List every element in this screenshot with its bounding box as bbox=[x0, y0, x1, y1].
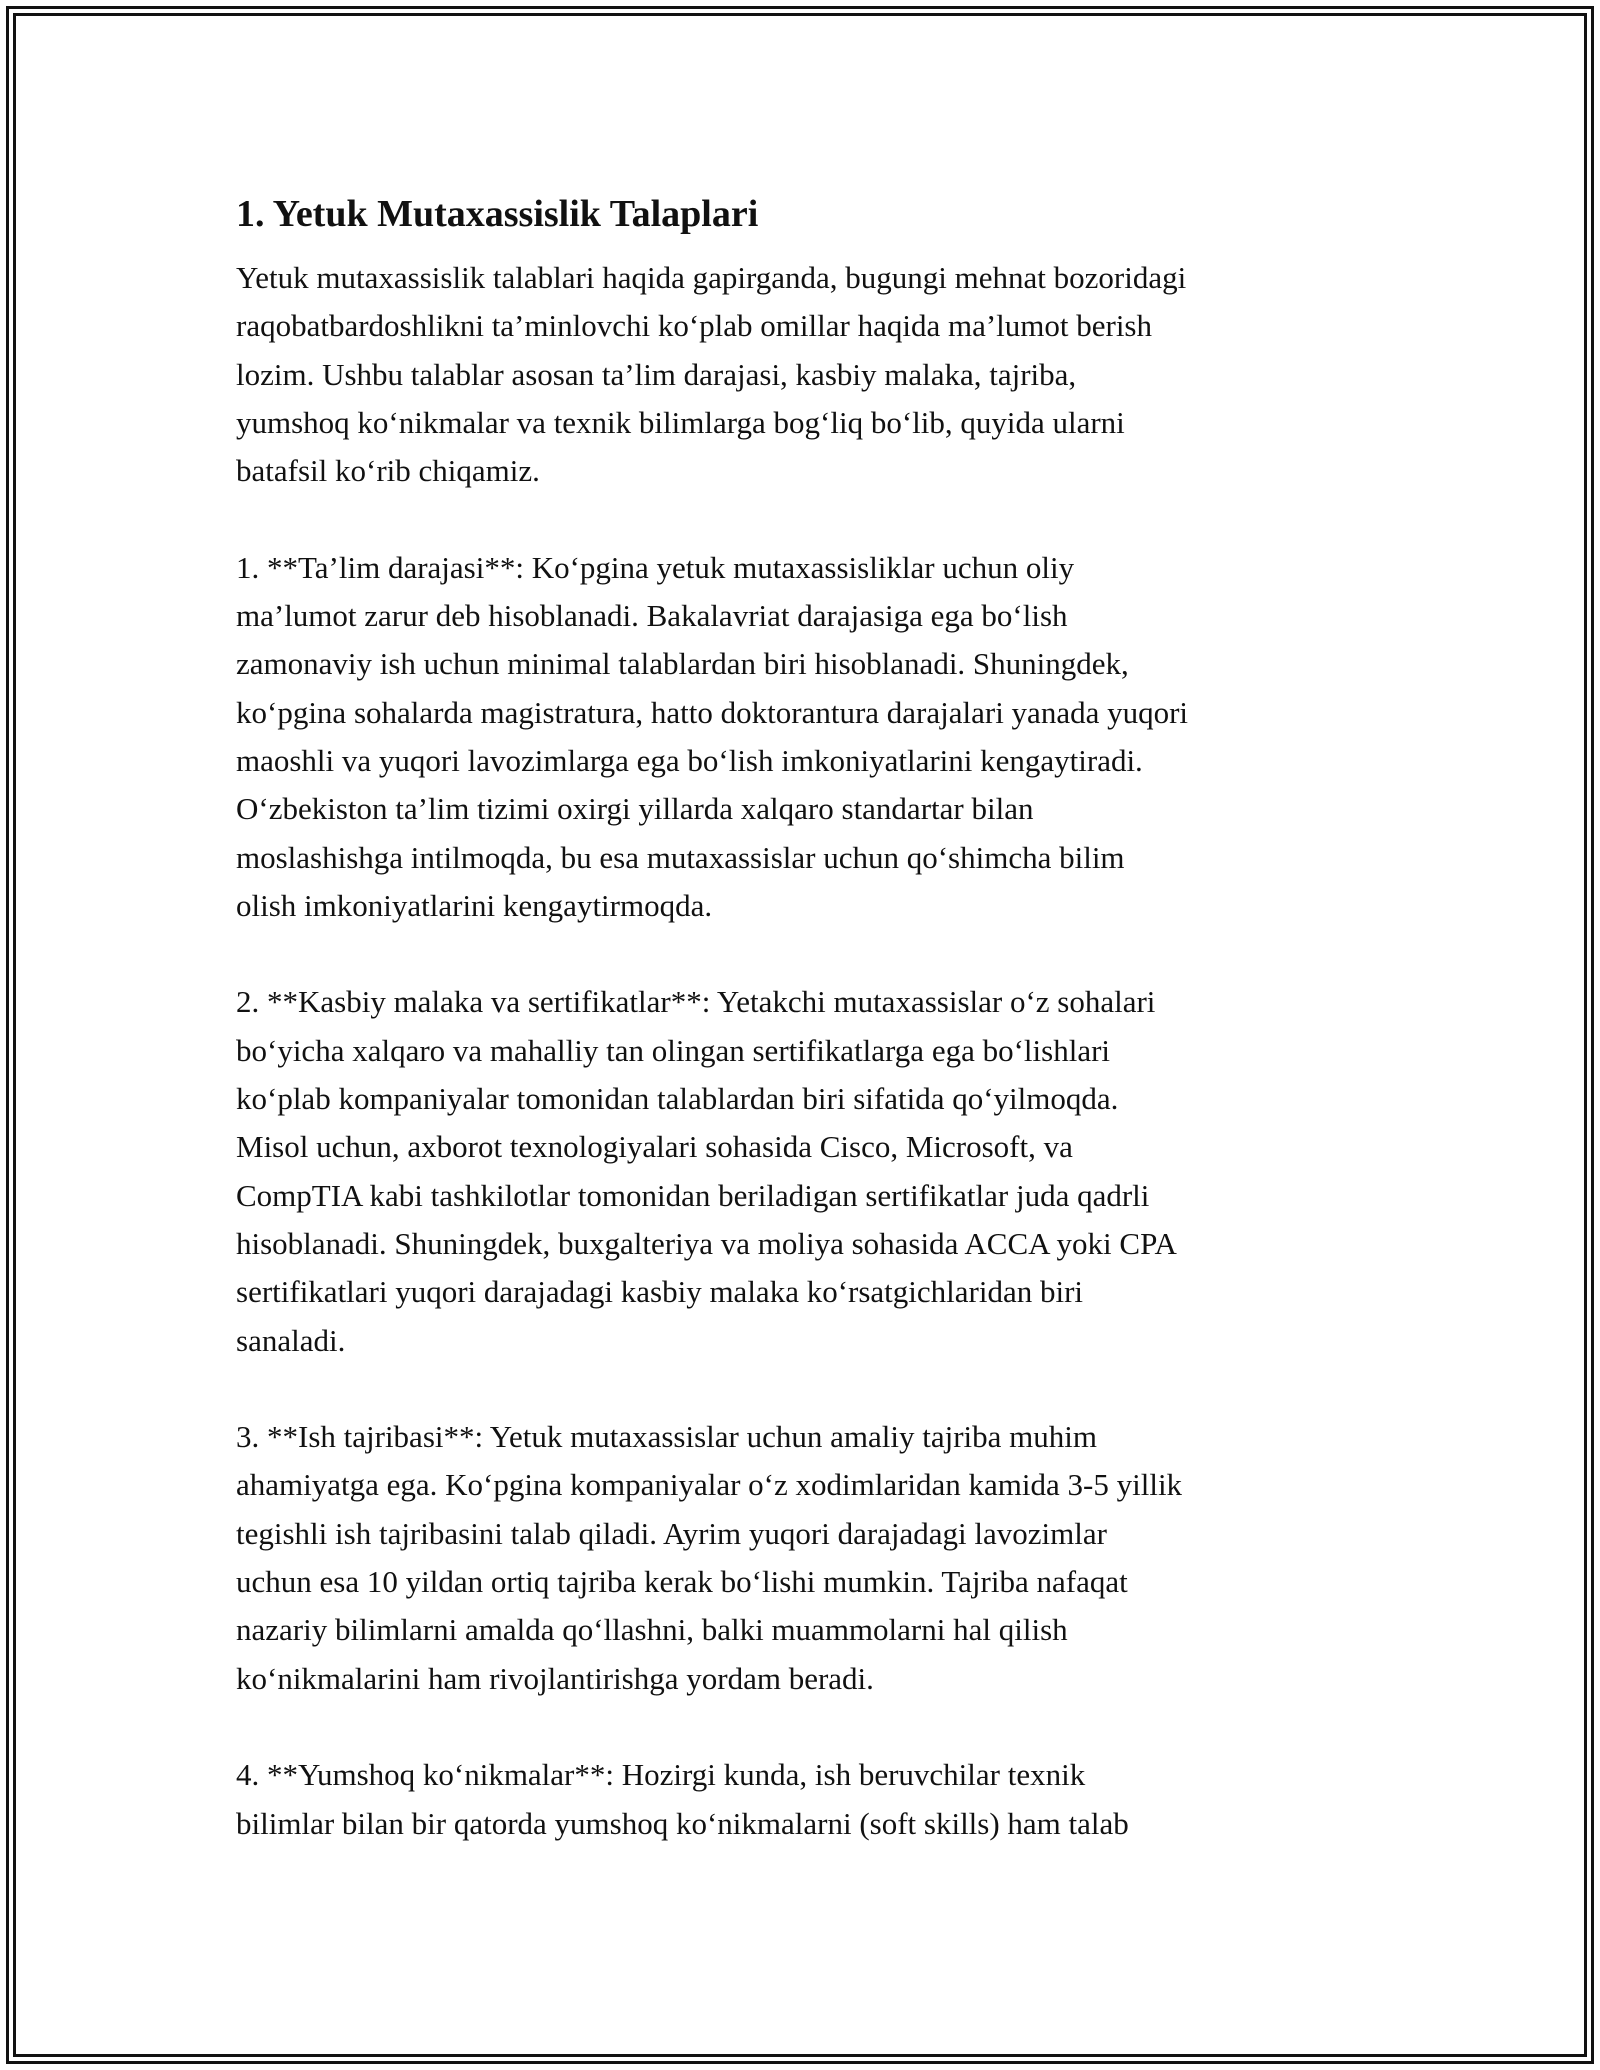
paragraph-certificates bbox=[236, 978, 1366, 1364]
text-line: tegishli ish tajribasini talab qiladi. Ayrim yuqori darajadagi lavozimlar bbox=[236, 1515, 1107, 1551]
text-line: moslashishga intilmoqda, bu esa mutaxassislar uchun qo‘shimcha bilim bbox=[236, 839, 1125, 875]
paragraph-spacer bbox=[236, 930, 1366, 978]
text-line: ahamiyatga ega. Ko‘pgina kompaniyalar o‘z xodimlaridan kamida 3-5 yillik bbox=[236, 1467, 1183, 1503]
text-line: lozim. Ushbu talablar asosan ta’lim darajasi, kasbiy malaka, tajriba, bbox=[236, 356, 1077, 392]
text-line: 2. **Kasbiy malaka va sertifikatlar**: Yetakchi mutaxassislar o‘z sohalari bbox=[236, 984, 1156, 1020]
text-line: hisoblanadi. Shuningdek, buxgalteriya va moliya sohasida ACCA yoki CPA bbox=[236, 1225, 1177, 1261]
text-line: olish imkoniyatlarini kengaytirmoqda. bbox=[236, 887, 713, 923]
text-line: sertifikatlari yuqori darajadagi kasbiy malaka ko‘rsatgichlaridan biri bbox=[236, 1274, 1084, 1310]
text-line: 3. **Ish tajribasi**: Yetuk mutaxassislar uchun amaliy tajriba muhim bbox=[236, 1419, 1097, 1455]
text-line: 4. **Yumshoq ko‘nikmalar**: Hozirgi kunda, ish beruvchilar texnik bbox=[236, 1757, 1086, 1793]
paragraph-education bbox=[236, 544, 1366, 930]
text-line: zamonaviy ish uchun minimal talablardan biri hisoblanadi. Shuningdek, bbox=[236, 646, 1129, 682]
text-line: ko‘plab kompaniyalar tomonidan talablardan biri sifatida qo‘yilmoqda. bbox=[236, 1081, 1119, 1117]
document-title: 1. Yetuk Mutaxassislik Talaplari bbox=[236, 193, 759, 235]
text-line: maoshli va yuqori lavozimlarga ega bo‘lish imkoniyatlarini kengaytiradi. bbox=[236, 742, 1143, 778]
text-line: bilimlar bilan bir qatorda yumshoq ko‘nikmalarni (soft skills) ham talab bbox=[236, 1805, 1129, 1841]
text-line: nazariy bilimlarni amalda qo‘llashni, balki muammolarni hal qilish bbox=[236, 1612, 1068, 1648]
document-body bbox=[236, 188, 1366, 1848]
text-line: Yetuk mutaxassislik talablari haqida gapirganda, bugungi mehnat bozoridagi bbox=[236, 260, 1187, 295]
text-line: raqobatbardoshlikni ta’minlovchi ko‘plab omillar haqida ma’lumot berish bbox=[236, 308, 1152, 344]
text-line: CompTIA kabi tashkilotlar tomonidan beriladigan sertifikatlar juda qadrli bbox=[236, 1177, 1150, 1213]
text-line: sanaladi. bbox=[236, 1322, 346, 1358]
paragraph-soft-skills bbox=[236, 1751, 1366, 1848]
paragraph-intro bbox=[236, 254, 1366, 495]
text-line: yumshoq ko‘nikmalar va texnik bilimlarga bog‘liq bo‘lib, quyida ularni bbox=[236, 404, 1125, 440]
text-line: Misol uchun, axborot texnologiyalari sohasida Cisco, Microsoft, va bbox=[236, 1129, 1073, 1165]
text-line: ko‘nikmalarini ham rivojlantirishga yordam beradi. bbox=[236, 1660, 874, 1696]
text-line: ma’lumot zarur deb hisoblanadi. Bakalavriat darajasiga ega bo‘lish bbox=[236, 598, 1068, 634]
paragraph-spacer bbox=[236, 495, 1366, 543]
paragraph-spacer bbox=[236, 1365, 1366, 1413]
text-line: uchun esa 10 yildan ortiq tajriba kerak bo‘lishi mumkin. Tajriba nafaqat bbox=[236, 1564, 1128, 1600]
paragraph-spacer bbox=[236, 1703, 1366, 1751]
paragraph-experience bbox=[236, 1413, 1366, 1703]
text-line: bo‘yicha xalqaro va mahalliy tan olingan sertifikatlarga ega bo‘lishlari bbox=[236, 1032, 1111, 1068]
text-line: O‘zbekiston ta’lim tizimi oxirgi yillarda xalqaro standartar bilan bbox=[236, 791, 1034, 827]
text-line: 1. **Ta’lim darajasi**: Ko‘pgina yetuk mutaxassisliklar uchun oliy bbox=[236, 549, 1075, 585]
text-line: ko‘pgina sohalarda magistratura, hatto doktorantura darajalari yanada yuqori bbox=[236, 694, 1189, 730]
text-line: batafsil ko‘rib chiqamiz. bbox=[236, 453, 540, 489]
